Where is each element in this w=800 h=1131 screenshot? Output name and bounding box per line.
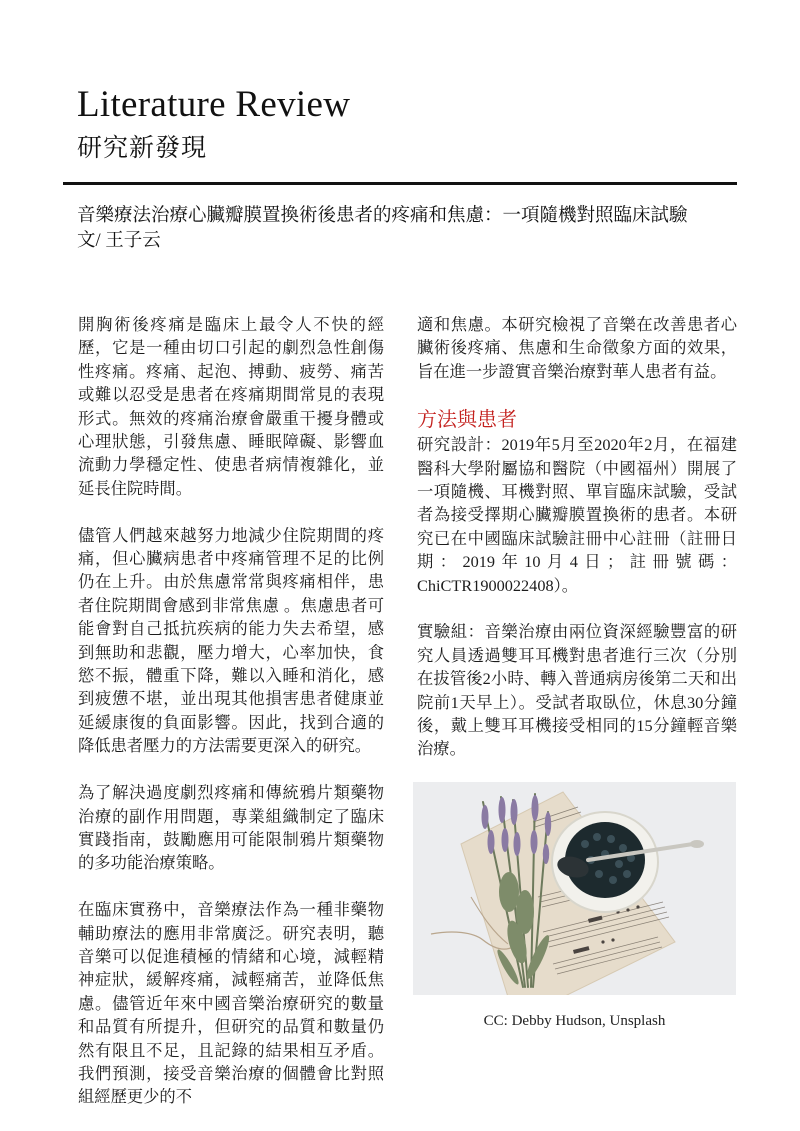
photo-caption: CC: Debby Hudson, Unsplash <box>483 1013 666 1029</box>
body-paragraph: 研究設計：2019年5月至2020年2月，在福建醫科大學附屬協和醫院（中國福州）開展了一項隨機、耳機對照、單盲臨床試驗，受試者為接受擇期心臟瓣膜置換術的患者。本研究已在中國臨床試驗註冊中心註冊（註冊日期：2019年10月4日；註冊號碼：ChiCTR1900022408）。 <box>417 435 737 595</box>
section-subtitle: 研究新發現 <box>77 135 208 162</box>
article-byline: 文/ 王子云 <box>77 231 161 251</box>
body-paragraph: 開胸術後疼痛是臨床上最令人不快的經歷，它是一種由切口引起的劇烈急性創傷性疼痛。疼痛、起泡、搏動、疲勞、痛苦或難以忍受是患者在疼痛期間常見的表現形式。無效的疼痛治療會嚴重干擾身體或心理狀態，引發焦慮、睡眠障礙、影響血流動力學穩定性、使患者病情複雜化，並延長住院時間。 <box>78 315 384 498</box>
article-title: 音樂療法治療心臟瓣膜置換術後患者的疼痛和焦慮：一項隨機對照臨床試驗 <box>77 206 688 226</box>
body-paragraph: 儘管人們越來越努力地減少住院期間的疼痛，但心臟病患者中疼痛管理不足的比例仍在上升。由於焦慮常常與疼痛相伴，患者住院期間會感到非常焦慮 。焦慮患者可能會對自己抵抗疾病的能力失去希望，感到無助和悲觀，壓力增大，心率加快，食慾不振，體重下降，難以入睡和消化，感到疲憊不堪，並出現其他損害患者健康並延緩康復的負面影響。因此，找到合適的降低患者壓力的方法需要更深入的研究。 <box>78 525 384 756</box>
photo-illustration <box>413 782 736 995</box>
right-column <box>417 313 737 761</box>
body-paragraph: 在臨床實務中，音樂療法作為一種非藥物輔助療法的應用非常廣泛。研究表明，聽音樂可以促進積極的情緒和心境，減輕精神症狀，緩解疼痛，減輕痛苦，並降低焦慮。儘管近年來中國音樂治療研究的數量和品質有所提升，但研究的品質和數量仍然有限且不足，且記錄的結果相互矛盾。我們預測，接受音樂治療的個體會比對照組經歷更少的不 <box>78 900 384 1107</box>
body-paragraph: 適和焦慮。本研究檢視了音樂在改善患者心臟術後疼痛、焦慮和生命徵象方面的效果，旨在進一步證實音樂治療對華人患者有益。 <box>417 315 737 381</box>
section-title: Literature Review <box>77 84 351 125</box>
header-divider <box>63 182 737 185</box>
article-photo <box>413 782 736 995</box>
body-paragraph: 實驗組：音樂治療由兩位資深經驗豐富的研究人員透過雙耳耳機對患者進行三次（分別在拔管後2小時、轉入普通病房後第二天和出院前1天早上）。受試者取臥位，休息30分鐘後，戴上雙耳耳機接受相同的15分鐘輕音樂治療。 <box>417 622 737 759</box>
body-paragraph: 為了解決過度劇烈疼痛和傳統鴉片類藥物治療的副作用問題，專業組織制定了臨床實踐指南，鼓勵應用可能限制鴉片類藥物的多功能治療策略。 <box>78 783 384 873</box>
methods-heading: 方法與患者 <box>417 409 517 432</box>
left-column <box>78 313 384 1109</box>
